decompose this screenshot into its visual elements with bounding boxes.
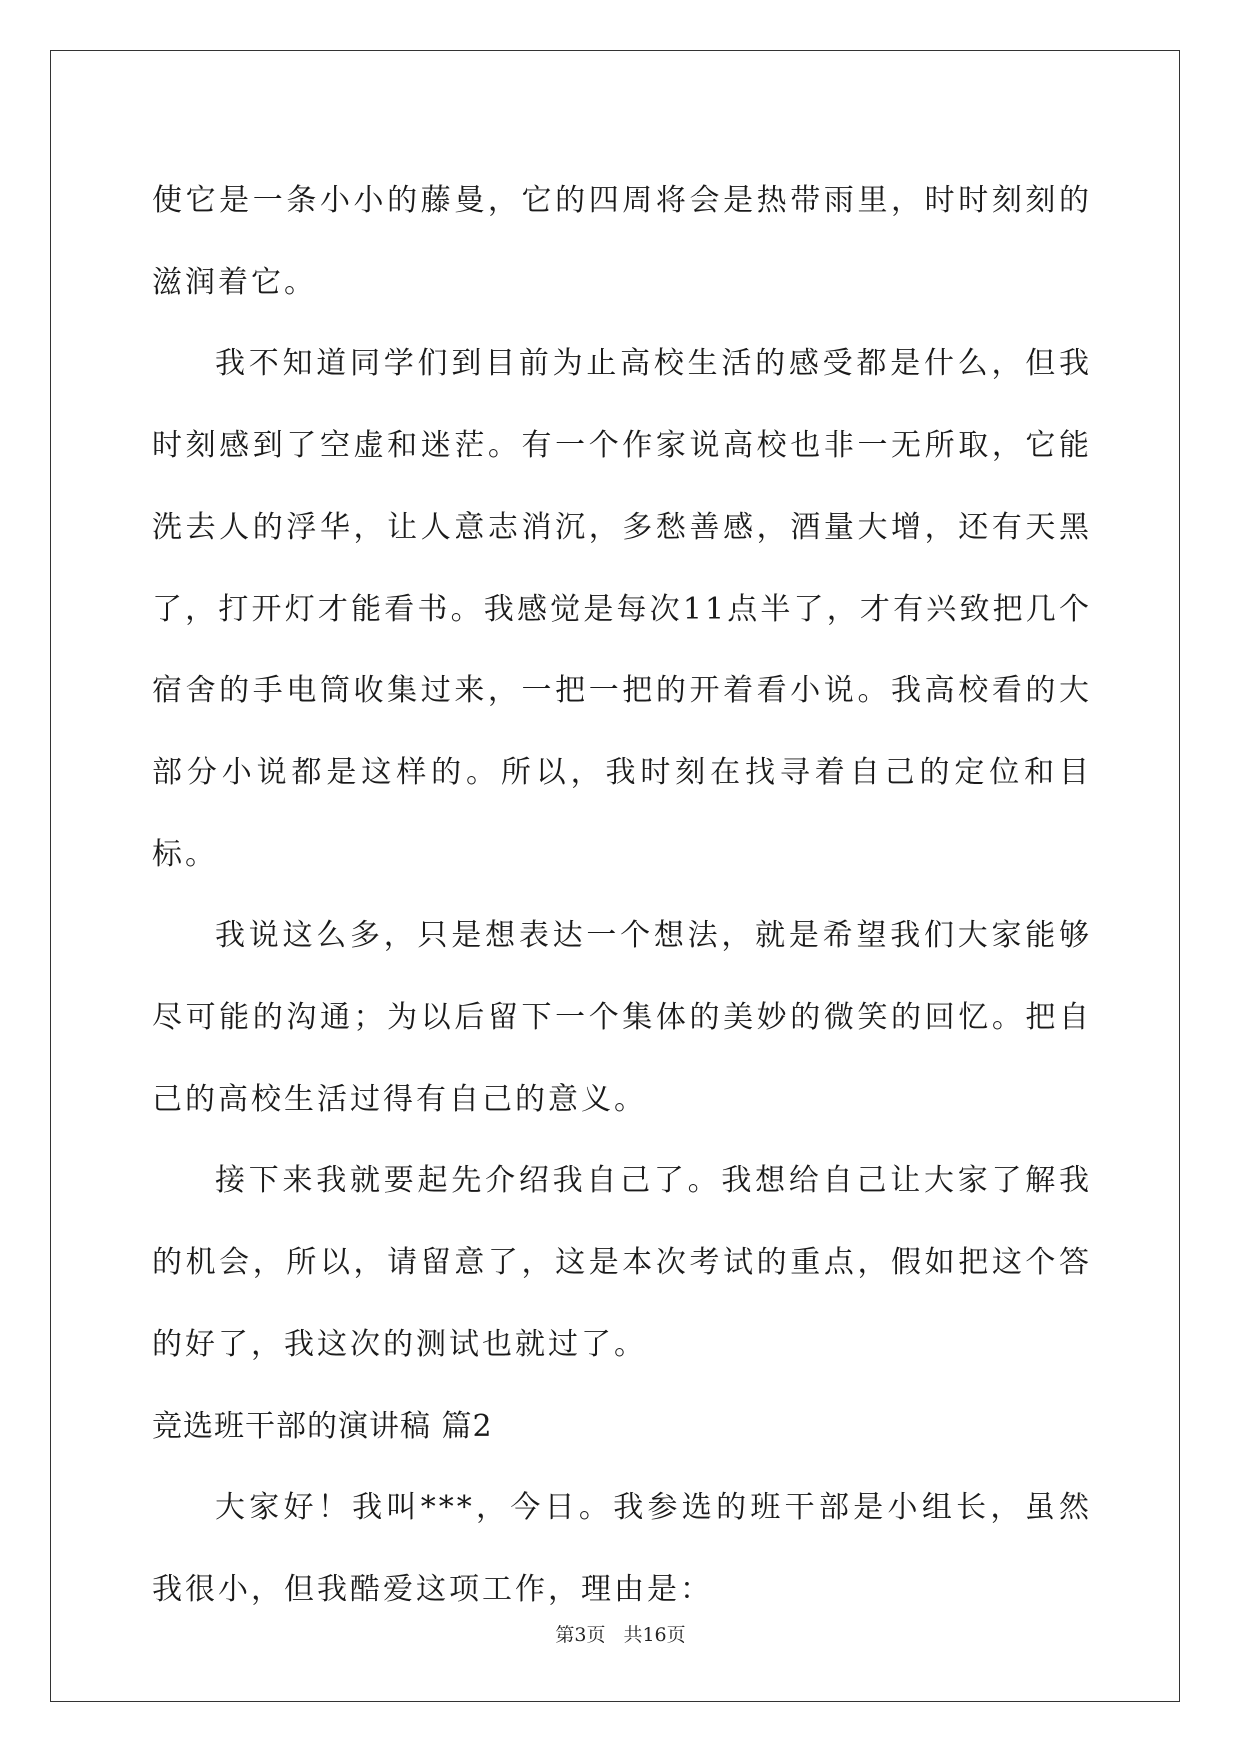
paragraph: 我不知道同学们到目前为止高校生活的感受都是什么，但我时刻感到了空虚和迷茫。有一个作家说高校也非一无所取，它能洗去人的浮华，让人意志消沉，多愁善感，酒量大增，还有天黑了，打开灯才能看书。我感觉是每次11点半了，才有兴致把几个宿舍的手电筒收集过来，一把一把的开着看小说。我高校看的大部分小说都是这样的。所以，我时刻在找寻着自己的定位和目标。 xyxy=(152,346,1092,872)
section-heading: 竞选班干部的演讲稿 篇2 xyxy=(152,1408,493,1444)
paragraph: 接下来我就要起先介绍我自己了。我想给自己让大家了解我的机会，所以，请留意了，这是本次考试的重点，假如把这个答的好了，我这次的测试也就过了。 xyxy=(152,1163,1092,1362)
page-footer xyxy=(0,1620,1241,1647)
page-number-current: 第3页 xyxy=(555,1624,606,1646)
document-body xyxy=(152,160,1092,1631)
paragraph: 使它是一条小小的藤曼，它的四周将会是热带雨里，时时刻刻的滋润着它。 xyxy=(152,183,1092,300)
page-number-total: 共16页 xyxy=(623,1624,686,1646)
paragraph: 大家好！我叫***，今日。我参选的班干部是小组长，虽然我很小，但我酷爱这项工作，理由是： xyxy=(152,1490,1092,1607)
paragraph: 我说这么多，只是想表达一个想法，就是希望我们大家能够尽可能的沟通；为以后留下一个集体的美妙的微笑的回忆。把自己的高校生活过得有自己的意义。 xyxy=(152,918,1092,1117)
